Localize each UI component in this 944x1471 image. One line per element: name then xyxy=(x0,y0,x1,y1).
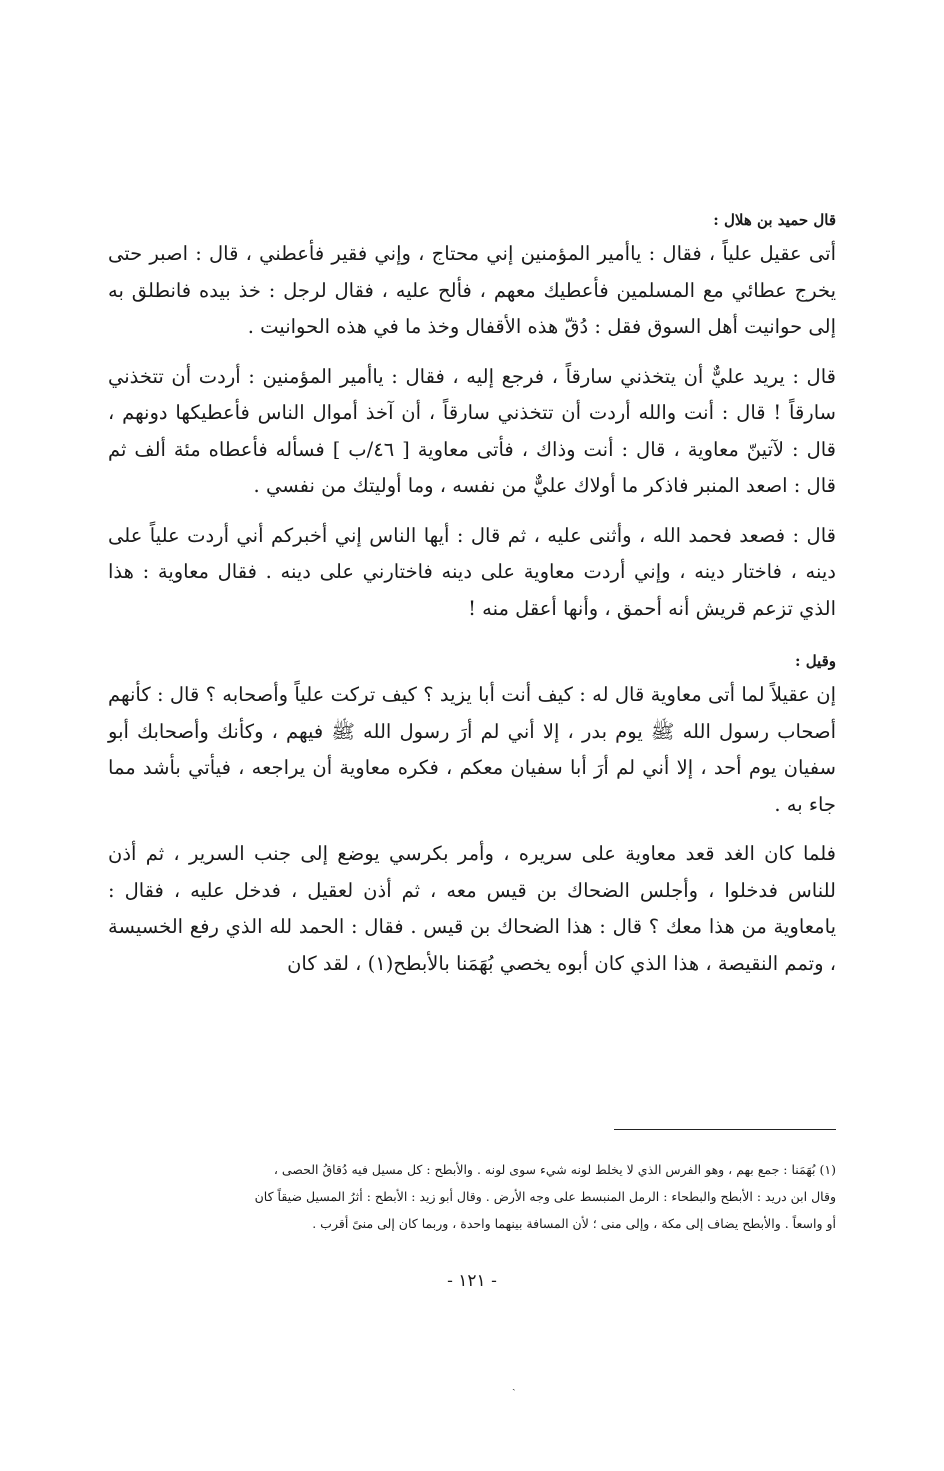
paragraph: قال : يريد عليٌّ أن يتخذني سارقاً ، فرجع إليه ، فقال : ياأمير المؤمنين : أردت أن تتخذني سارقاً ! قال : أنت والله أردت أن تتخذني سارقاً ، أن آخذ أموال الناس فأعطيكها دونهم ، قال : لآتينّ معاوية ، قال : أنت وذاك ، فأتى معاوية [ ٤٦/ب ] فسأله فأعطاه مئة ألف ثم قال : اصعد المنبر فاذكر ما أولاك عليٌّ من نفسه ، وما أوليتك من نفسي . xyxy=(108,364,836,497)
paragraph: إن عقيلاً لما أتى معاوية قال له : كيف أنت أبا يزيد ؟ كيف تركت علياً وأصحابه ؟ قال : كأنهم أصحاب رسول الله ﷺ يوم بدر ، إلا أني لم أرَ رسول الله ﷺ فيهم ، وكأنك وأصحابك أبو سفيان يوم أحد ، إلا أني لم أرَ أبا سفيان معكم ، فكره معاوية أن يراجعه ، فيأتي بأشد مما جاء به . xyxy=(108,683,836,816)
footnotes xyxy=(100,1156,836,1237)
footnote-line: وقال ابن دريد : الأبطح والبطحاء : الرمل المنبسط على وجه الأرض . وقال أبو زيد : الأبطح : أثرُ المسيل ضيقاً كان xyxy=(254,1189,836,1204)
footnote-line: (١) بُهَمَنا : جمع بهم ، وهو الفرس الذي لا يخلط لونه شيء سوى لونه . والأبطح : كل مسيل فيه دُقاقُ الحصى ، xyxy=(273,1162,836,1177)
paragraph: أتى عقيل علياً ، فقال : ياأمير المؤمنين إني محتاج ، وإني فقير فأعطني ، قال : اصبر حتى يخرج عطائي مع المسلمين فأعطيك معهم ، فألح عليه ، فقال لرجل : خذ بيده فانطلق به إلى حوانيت أهل السوق فقل : دُقّ هذه الأقفال وخذ ما في هذه الحوانيت . xyxy=(108,242,836,338)
paragraph: قال : فصعد فحمد الله ، وأثنى عليه ، ثم قال : أيها الناس إني أخبركم أني أردت علياً على دينه ، فاختار دينه ، وإني أردت معاوية على دينه فاختارني على دينه . فقال معاوية : هذا الذي تزعم قريش أنه أحمق ، وأنها أعقل منه ! xyxy=(108,523,836,620)
section-heading-humayd: قال حميد بن هلال : xyxy=(713,211,836,229)
main-text xyxy=(108,208,836,982)
page-number: - ١٢١ - xyxy=(447,1271,497,1291)
section-heading-wa-qila: وقيل : xyxy=(794,652,836,670)
paragraph: فلما كان الغد قعد معاوية على سريره ، وأمر بكرسي يوضع إلى جنب السرير ، ثم أذن للناس فدخلوا ، وأجلس الضحاك بن قيس معه ، ثم أذن لعقيل ، فدخل عليه ، فقال : يامعاوية من هذا معك ؟ قال : هذا الضحاك بن قيس . فقال : الحمد لله الذي رفع الخسيسة ، وتمم النقيصة ، هذا الذي كان أبوه يخصي بُهَمَنا بالأبطح(١) ، لقد كان xyxy=(108,842,836,975)
scan-speck: ˏ xyxy=(512,1378,516,1391)
footnote-separator xyxy=(614,1129,836,1130)
footnote-line: أو واسعاً . والأبطح يضاف إلى مكة ، وإلى منى ؛ لأن المسافة بينهما واحدة ، وربما كان إلى منىً أقرب . xyxy=(312,1216,836,1231)
